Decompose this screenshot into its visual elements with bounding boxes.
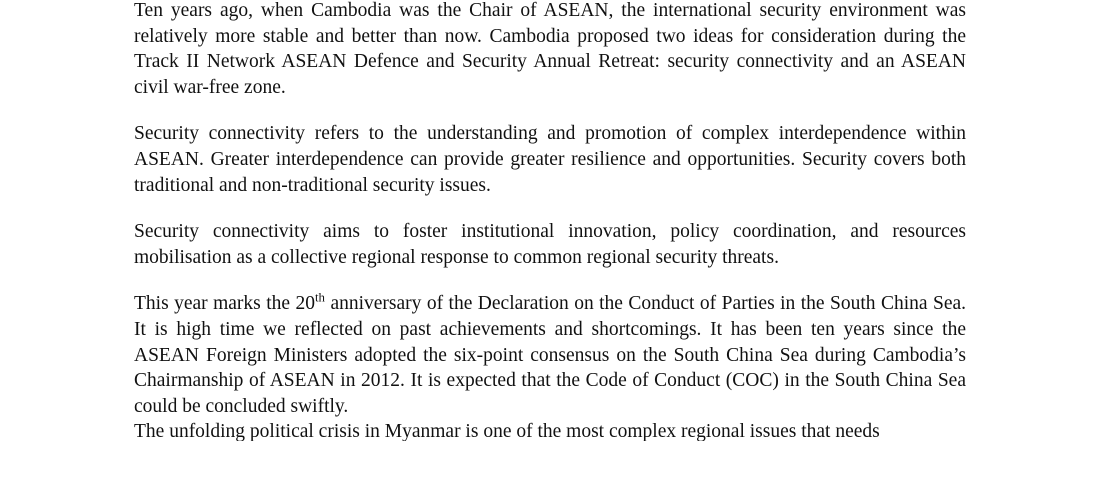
document-body	[134, 0, 966, 441]
paragraph-ten-years-ago: Ten years ago, when Cambodia was the Chair of ASEAN, the international security environment was relatively more stable and better than now. Cambodia proposed two ideas for consideration during the Track II Network ASEAN Defence and Security Annual Retreat: security connectivity and an ASEAN civil war-free zone.	[134, 0, 966, 98]
paragraph-text-after-superscript: anniversary of the Declaration on the Conduct of Parties in the South China Sea. It is high time we reflected on past achievements and shortcomings. It has been ten years since the ASEAN Foreign Ministers adopted the six-point consensus on the South China Sea during Cambodia’s Chairmanship of ASEAN in 2012. It is expected that the Code of Conduct (COC) in the South China Sea could be concluded swiftly.	[134, 293, 967, 417]
ordinal-superscript: th	[314, 290, 325, 305]
paragraph-myanmar-partial-bottom: The unfolding political crisis in Myanmar is one of the most complex regional issues that needs	[134, 421, 880, 442]
paragraph-text-before-superscript: This year marks the 20	[134, 293, 315, 315]
paragraph-security-connectivity-refers: Security connectivity refers to the understanding and promotion of complex interdependence within ASEAN. Greater interdependence can provide greater resilience and opportunities. Security covers both traditional and non-traditional security issues.	[134, 123, 966, 196]
paragraph-security-connectivity-aims: Security connectivity aims to foster institutional innovation, policy coordination, and resources mobilisation as a collective regional response to common regional security threats.	[134, 221, 966, 268]
paragraph-partial-bottom-clip	[134, 419, 966, 441]
paragraph-this-year-marks	[134, 291, 966, 419]
